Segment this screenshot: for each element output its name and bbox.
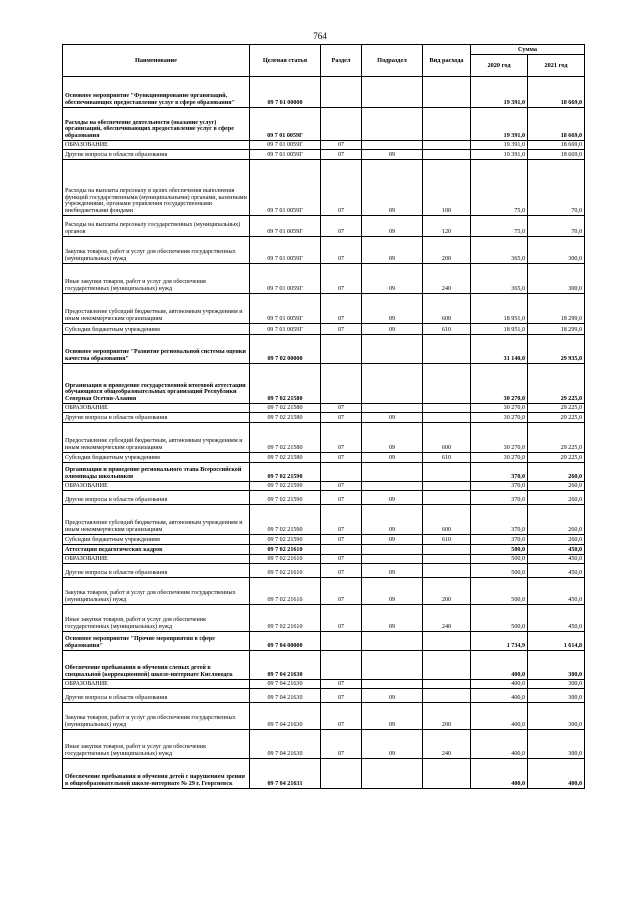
row-sum-2020-cell: 370,0 (471, 535, 528, 545)
row-sum-2020-cell: 500,0 (471, 564, 528, 578)
table-row (63, 578, 585, 605)
row-subsection-cell: 09 (362, 703, 423, 730)
row-sum-2021-cell: 18 669,0 (528, 108, 585, 141)
row-target-cell: 09 7 04 21630 (250, 689, 321, 703)
row-name-cell: Субсидии бюджетным учреждениям (63, 535, 250, 545)
row-sum-2021-cell: 450,0 (528, 564, 585, 578)
row-name-cell: ОБРАЗОВАНИЕ (63, 141, 250, 150)
row-expense-type-cell (423, 413, 471, 423)
row-target-cell: 09 7 02 21590 (250, 505, 321, 535)
row-subsection-cell: 09 (362, 423, 423, 453)
row-target-cell: 09 7 02 21610 (250, 605, 321, 632)
row-name-cell: Другие вопросы в области образования (63, 689, 250, 703)
table-row (63, 237, 585, 264)
table-row (63, 632, 585, 651)
table-row (63, 453, 585, 463)
table-body (63, 77, 585, 789)
row-target-cell: 09 7 04 21630 (250, 680, 321, 689)
row-section-cell (321, 463, 362, 482)
row-expense-type-cell: 240 (423, 605, 471, 632)
row-sum-2020-cell: 370,0 (471, 505, 528, 535)
row-sum-2021-cell: 450,0 (528, 578, 585, 605)
row-name-cell: Субсидии бюджетным учреждениям (63, 324, 250, 335)
row-section-cell: 07 (321, 324, 362, 335)
row-sum-2021-cell: 29 225,0 (528, 423, 585, 453)
row-name-cell: Основное мероприятие "Функционирование организаций, обеспечивающих предоставление услуг в сфере образования" (63, 77, 250, 108)
row-subsection-cell: 09 (362, 453, 423, 463)
row-expense-type-cell (423, 545, 471, 555)
row-expense-type-cell: 600 (423, 294, 471, 324)
row-sum-2020-cell: 19 391,0 (471, 108, 528, 141)
row-target-cell: 09 7 04 21630 (250, 651, 321, 680)
row-sum-2020-cell: 30 270,0 (471, 453, 528, 463)
row-target-cell: 09 7 01 0059Г (250, 216, 321, 237)
row-section-cell: 07 (321, 689, 362, 703)
row-expense-type-cell (423, 482, 471, 491)
row-subsection-cell (362, 545, 423, 555)
row-target-cell: 09 7 04 21630 (250, 703, 321, 730)
row-expense-type-cell (423, 564, 471, 578)
row-target-cell: 09 7 01 0059Г (250, 237, 321, 264)
row-target-cell: 09 7 01 0059Г (250, 141, 321, 150)
row-sum-2020-cell: 400,0 (471, 651, 528, 680)
row-name-cell: ОБРАЗОВАНИЕ (63, 555, 250, 564)
header-expense-type: Вид расхода (423, 45, 471, 77)
table-row (63, 108, 585, 141)
row-name-cell: Обеспечение пребывания и обучения детей с нарушением зрения в общеобразовательной школе-интернате № 29 г. Георгиевск (63, 759, 250, 789)
row-subsection-cell: 09 (362, 578, 423, 605)
row-expense-type-cell: 600 (423, 423, 471, 453)
row-subsection-cell: 09 (362, 491, 423, 505)
row-section-cell: 07 (321, 264, 362, 294)
row-target-cell: 09 7 02 21610 (250, 564, 321, 578)
table-row (63, 423, 585, 453)
row-expense-type-cell (423, 463, 471, 482)
row-sum-2021-cell: 300,0 (528, 237, 585, 264)
table-row (63, 535, 585, 545)
row-target-cell: 09 7 01 0059Г (250, 264, 321, 294)
row-name-cell: Предоставление субсидий бюджетным, автономным учреждениям и иным некоммерческим организациям (63, 294, 250, 324)
row-name-cell: Основное мероприятие "Прочие мероприятия в сфере образования" (63, 632, 250, 651)
row-target-cell: 09 7 01 0059Г (250, 294, 321, 324)
table-row (63, 505, 585, 535)
row-sum-2021-cell: 29 225,0 (528, 413, 585, 423)
row-expense-type-cell: 200 (423, 578, 471, 605)
row-section-cell: 07 (321, 505, 362, 535)
row-target-cell: 09 7 02 21580 (250, 404, 321, 413)
row-sum-2020-cell: 500,0 (471, 545, 528, 555)
row-subsection-cell: 09 (362, 413, 423, 423)
row-sum-2021-cell: 300,0 (528, 689, 585, 703)
row-target-cell: 09 7 02 21590 (250, 482, 321, 491)
row-sum-2020-cell: 31 140,0 (471, 335, 528, 364)
row-sum-2021-cell: 29 935,0 (528, 335, 585, 364)
row-subsection-cell (362, 759, 423, 789)
row-target-cell: 09 7 04 21631 (250, 759, 321, 789)
row-name-cell: Иные закупки товаров, работ и услуг для обеспечения государственных (муниципальных) нужд (63, 730, 250, 759)
row-section-cell: 07 (321, 578, 362, 605)
row-sum-2020-cell: 370,0 (471, 482, 528, 491)
row-expense-type-cell: 120 (423, 216, 471, 237)
row-expense-type-cell (423, 555, 471, 564)
row-sum-2020-cell: 30 270,0 (471, 413, 528, 423)
row-subsection-cell: 09 (362, 730, 423, 759)
row-sum-2020-cell: 18 951,0 (471, 294, 528, 324)
row-subsection-cell: 09 (362, 505, 423, 535)
row-sum-2020-cell: 400,0 (471, 730, 528, 759)
table-row (63, 77, 585, 108)
row-name-cell: Другие вопросы в области образования (63, 491, 250, 505)
row-section-cell (321, 77, 362, 108)
row-sum-2021-cell: 29 225,0 (528, 453, 585, 463)
row-subsection-cell: 09 (362, 216, 423, 237)
header-section: Раздел (321, 45, 362, 77)
row-expense-type-cell: 610 (423, 453, 471, 463)
table-row (63, 651, 585, 680)
row-section-cell: 07 (321, 491, 362, 505)
table-row (63, 413, 585, 423)
table-row (63, 680, 585, 689)
row-name-cell: Иные закупки товаров, работ и услуг для обеспечения государственных (муниципальных) нужд (63, 264, 250, 294)
row-subsection-cell: 09 (362, 237, 423, 264)
row-sum-2020-cell: 400,0 (471, 680, 528, 689)
row-section-cell: 07 (321, 555, 362, 564)
row-target-cell: 09 7 04 21630 (250, 730, 321, 759)
row-name-cell: Основное мероприятие "Развитие региональной системы оценки качества образования" (63, 335, 250, 364)
row-expense-type-cell (423, 680, 471, 689)
row-subsection-cell (362, 77, 423, 108)
row-section-cell (321, 545, 362, 555)
row-expense-type-cell (423, 491, 471, 505)
row-target-cell: 09 7 02 00000 (250, 335, 321, 364)
row-expense-type-cell (423, 150, 471, 160)
row-expense-type-cell (423, 651, 471, 680)
row-expense-type-cell (423, 335, 471, 364)
table-row (63, 759, 585, 789)
row-name-cell: Расходы на выплаты персоналу государственных (муниципальных) органов (63, 216, 250, 237)
row-sum-2020-cell: 500,0 (471, 605, 528, 632)
row-name-cell: Предоставление субсидий бюджетным, автономным учреждениям и иным некоммерческим организациям (63, 505, 250, 535)
row-target-cell: 09 7 01 00000 (250, 77, 321, 108)
row-name-cell: Другие вопросы в области образования (63, 150, 250, 160)
row-sum-2020-cell: 500,0 (471, 555, 528, 564)
row-expense-type-cell (423, 77, 471, 108)
row-sum-2020-cell: 30 270,0 (471, 404, 528, 413)
row-sum-2021-cell: 18 299,0 (528, 324, 585, 335)
table-row (63, 150, 585, 160)
header-target: Целевая статья (250, 45, 321, 77)
row-subsection-cell: 09 (362, 294, 423, 324)
row-sum-2021-cell: 70,0 (528, 160, 585, 216)
row-name-cell: Предоставление субсидий бюджетным, автономным учреждениям и иным некоммерческим организациям (63, 423, 250, 453)
row-sum-2020-cell: 1 734,9 (471, 632, 528, 651)
table-row (63, 491, 585, 505)
row-subsection-cell: 09 (362, 160, 423, 216)
row-subsection-cell (362, 463, 423, 482)
row-sum-2020-cell: 18 951,0 (471, 324, 528, 335)
row-section-cell: 07 (321, 423, 362, 453)
table-row (63, 216, 585, 237)
row-expense-type-cell (423, 632, 471, 651)
row-sum-2020-cell: 400,0 (471, 759, 528, 789)
row-sum-2021-cell: 300,0 (528, 264, 585, 294)
table-row (63, 545, 585, 555)
row-target-cell: 09 7 01 0059Г (250, 108, 321, 141)
row-name-cell: ОБРАЗОВАНИЕ (63, 680, 250, 689)
row-sum-2021-cell: 260,0 (528, 491, 585, 505)
row-subsection-cell: 09 (362, 324, 423, 335)
row-target-cell: 09 7 02 21610 (250, 545, 321, 555)
row-sum-2021-cell: 450,0 (528, 555, 585, 564)
page-number: 764 (313, 31, 327, 41)
table-row (63, 463, 585, 482)
row-name-cell: Расходы на обеспечение деятельности (оказание услуг) организаций, обеспечивающих предоставление услуг в сфере образования (63, 108, 250, 141)
row-section-cell: 07 (321, 141, 362, 150)
row-subsection-cell (362, 108, 423, 141)
row-expense-type-cell: 200 (423, 237, 471, 264)
row-name-cell: Организация и проведение регионального этапа Всероссийской олимпиады школьников (63, 463, 250, 482)
row-target-cell: 09 7 01 0059Г (250, 324, 321, 335)
row-sum-2020-cell: 30 270,0 (471, 423, 528, 453)
row-subsection-cell (362, 680, 423, 689)
header-year-2020: 2020 год (471, 55, 528, 77)
row-sum-2021-cell: 29 225,0 (528, 364, 585, 404)
row-expense-type-cell (423, 404, 471, 413)
table-row (63, 564, 585, 578)
row-section-cell: 07 (321, 216, 362, 237)
row-expense-type-cell (423, 759, 471, 789)
table-row (63, 482, 585, 491)
row-sum-2020-cell: 30 270,0 (471, 364, 528, 404)
header-subsection: Подраздел (362, 45, 423, 77)
row-sum-2021-cell: 18 669,0 (528, 150, 585, 160)
row-target-cell: 09 7 02 21590 (250, 491, 321, 505)
row-sum-2020-cell: 370,0 (471, 491, 528, 505)
table-row (63, 141, 585, 150)
table-row (63, 555, 585, 564)
row-target-cell: 09 7 02 21590 (250, 463, 321, 482)
row-subsection-cell (362, 335, 423, 364)
row-sum-2021-cell: 70,0 (528, 216, 585, 237)
row-section-cell: 07 (321, 535, 362, 545)
row-section-cell (321, 335, 362, 364)
row-section-cell: 07 (321, 404, 362, 413)
row-sum-2021-cell: 260,0 (528, 482, 585, 491)
row-subsection-cell (362, 404, 423, 413)
row-name-cell: Обеспечение пребывания и обучения слепых детей в специальной (коррекционной) школе-интернате Кисловодск (63, 651, 250, 680)
row-target-cell: 09 7 02 21580 (250, 453, 321, 463)
row-sum-2021-cell: 300,0 (528, 703, 585, 730)
row-sum-2021-cell: 300,0 (528, 730, 585, 759)
row-name-cell: Организация и проведение государственной итоговой аттестации обучающихся общеобразовательных организаций Республики Северная Осетия-Алания (63, 364, 250, 404)
row-section-cell (321, 364, 362, 404)
row-sum-2020-cell: 370,0 (471, 463, 528, 482)
table-row (63, 404, 585, 413)
row-sum-2021-cell: 1 614,8 (528, 632, 585, 651)
row-sum-2020-cell: 365,0 (471, 237, 528, 264)
row-sum-2020-cell: 75,0 (471, 160, 528, 216)
row-expense-type-cell (423, 108, 471, 141)
row-subsection-cell: 09 (362, 689, 423, 703)
row-sum-2021-cell: 300,0 (528, 680, 585, 689)
row-section-cell: 07 (321, 150, 362, 160)
row-sum-2020-cell: 400,0 (471, 703, 528, 730)
row-name-cell: Другие вопросы в области образования (63, 564, 250, 578)
row-name-cell: Аттестация педагогических кадров (63, 545, 250, 555)
row-subsection-cell: 09 (362, 535, 423, 545)
row-subsection-cell (362, 482, 423, 491)
row-name-cell: Закупка товаров, работ и услуг для обеспечения государственных (муниципальных) нужд (63, 578, 250, 605)
row-sum-2020-cell: 365,0 (471, 264, 528, 294)
row-target-cell: 09 7 02 21580 (250, 423, 321, 453)
row-name-cell: Закупка товаров, работ и услуг для обеспечения государственных (муниципальных) нужд (63, 237, 250, 264)
row-subsection-cell: 09 (362, 605, 423, 632)
budget-table (62, 44, 585, 789)
row-section-cell: 07 (321, 482, 362, 491)
row-section-cell: 07 (321, 453, 362, 463)
row-section-cell: 07 (321, 294, 362, 324)
table-row (63, 264, 585, 294)
table-row (63, 689, 585, 703)
row-sum-2020-cell: 19 391,0 (471, 77, 528, 108)
row-sum-2021-cell: 450,0 (528, 545, 585, 555)
row-name-cell: Субсидии бюджетным учреждениям (63, 453, 250, 463)
row-subsection-cell (362, 364, 423, 404)
row-expense-type-cell: 200 (423, 703, 471, 730)
row-sum-2021-cell: 18 669,0 (528, 141, 585, 150)
header-year-2021: 2021 год (528, 55, 585, 77)
row-section-cell: 07 (321, 413, 362, 423)
row-subsection-cell (362, 555, 423, 564)
row-sum-2021-cell: 260,0 (528, 463, 585, 482)
row-expense-type-cell (423, 364, 471, 404)
table-row (63, 324, 585, 335)
row-name-cell: ОБРАЗОВАНИЕ (63, 482, 250, 491)
row-target-cell: 09 7 01 0059Г (250, 150, 321, 160)
row-sum-2021-cell: 18 299,0 (528, 294, 585, 324)
row-target-cell: 09 7 02 21610 (250, 578, 321, 605)
table-row (63, 703, 585, 730)
row-expense-type-cell (423, 141, 471, 150)
row-expense-type-cell: 600 (423, 505, 471, 535)
row-sum-2021-cell: 450,0 (528, 605, 585, 632)
row-sum-2020-cell: 500,0 (471, 578, 528, 605)
row-sum-2021-cell: 260,0 (528, 505, 585, 535)
row-section-cell: 07 (321, 564, 362, 578)
row-sum-2021-cell: 400,0 (528, 759, 585, 789)
header-sum: Сумма (471, 45, 585, 55)
row-expense-type-cell: 240 (423, 730, 471, 759)
table-row (63, 605, 585, 632)
row-section-cell: 07 (321, 605, 362, 632)
row-section-cell (321, 108, 362, 141)
row-subsection-cell (362, 141, 423, 150)
row-section-cell: 07 (321, 237, 362, 264)
row-target-cell: 09 7 04 00000 (250, 632, 321, 651)
table-row (63, 364, 585, 404)
row-name-cell: Другие вопросы в области образования (63, 413, 250, 423)
row-sum-2020-cell: 400,0 (471, 689, 528, 703)
row-sum-2021-cell: 300,0 (528, 651, 585, 680)
row-section-cell: 07 (321, 730, 362, 759)
row-section-cell (321, 759, 362, 789)
row-section-cell: 07 (321, 703, 362, 730)
table-row (63, 294, 585, 324)
row-expense-type-cell (423, 689, 471, 703)
row-expense-type-cell: 100 (423, 160, 471, 216)
row-sum-2020-cell: 75,0 (471, 216, 528, 237)
row-section-cell: 07 (321, 160, 362, 216)
row-section-cell (321, 651, 362, 680)
row-target-cell: 09 7 02 21580 (250, 413, 321, 423)
row-target-cell: 09 7 01 0059Г (250, 160, 321, 216)
row-subsection-cell (362, 632, 423, 651)
row-expense-type-cell: 610 (423, 324, 471, 335)
row-sum-2021-cell: 29 225,0 (528, 404, 585, 413)
row-target-cell: 09 7 02 21610 (250, 555, 321, 564)
row-sum-2020-cell: 19 391,0 (471, 150, 528, 160)
row-sum-2021-cell: 260,0 (528, 535, 585, 545)
row-name-cell: ОБРАЗОВАНИЕ (63, 404, 250, 413)
row-expense-type-cell: 240 (423, 264, 471, 294)
row-target-cell: 09 7 02 21590 (250, 535, 321, 545)
row-subsection-cell: 09 (362, 564, 423, 578)
table-row (63, 730, 585, 759)
row-subsection-cell: 09 (362, 264, 423, 294)
row-subsection-cell (362, 651, 423, 680)
row-sum-2020-cell: 19 391,0 (471, 141, 528, 150)
row-name-cell: Закупка товаров, работ и услуг для обеспечения государственных (муниципальных) нужд (63, 703, 250, 730)
row-name-cell: Расходы на выплаты персоналу в целях обеспечения выполнения функций государственными (муниципальными) органами, казенными учреждениями, органами управления государственными внебюджетными фондами (63, 160, 250, 216)
row-sum-2021-cell: 18 669,0 (528, 77, 585, 108)
row-section-cell: 07 (321, 680, 362, 689)
row-subsection-cell: 09 (362, 150, 423, 160)
row-expense-type-cell: 610 (423, 535, 471, 545)
row-section-cell (321, 632, 362, 651)
row-target-cell: 09 7 02 21580 (250, 364, 321, 404)
table-row (63, 335, 585, 364)
table-row (63, 160, 585, 216)
header-name: Наименование (63, 45, 250, 77)
row-name-cell: Иные закупки товаров, работ и услуг для обеспечения государственных (муниципальных) нужд (63, 605, 250, 632)
